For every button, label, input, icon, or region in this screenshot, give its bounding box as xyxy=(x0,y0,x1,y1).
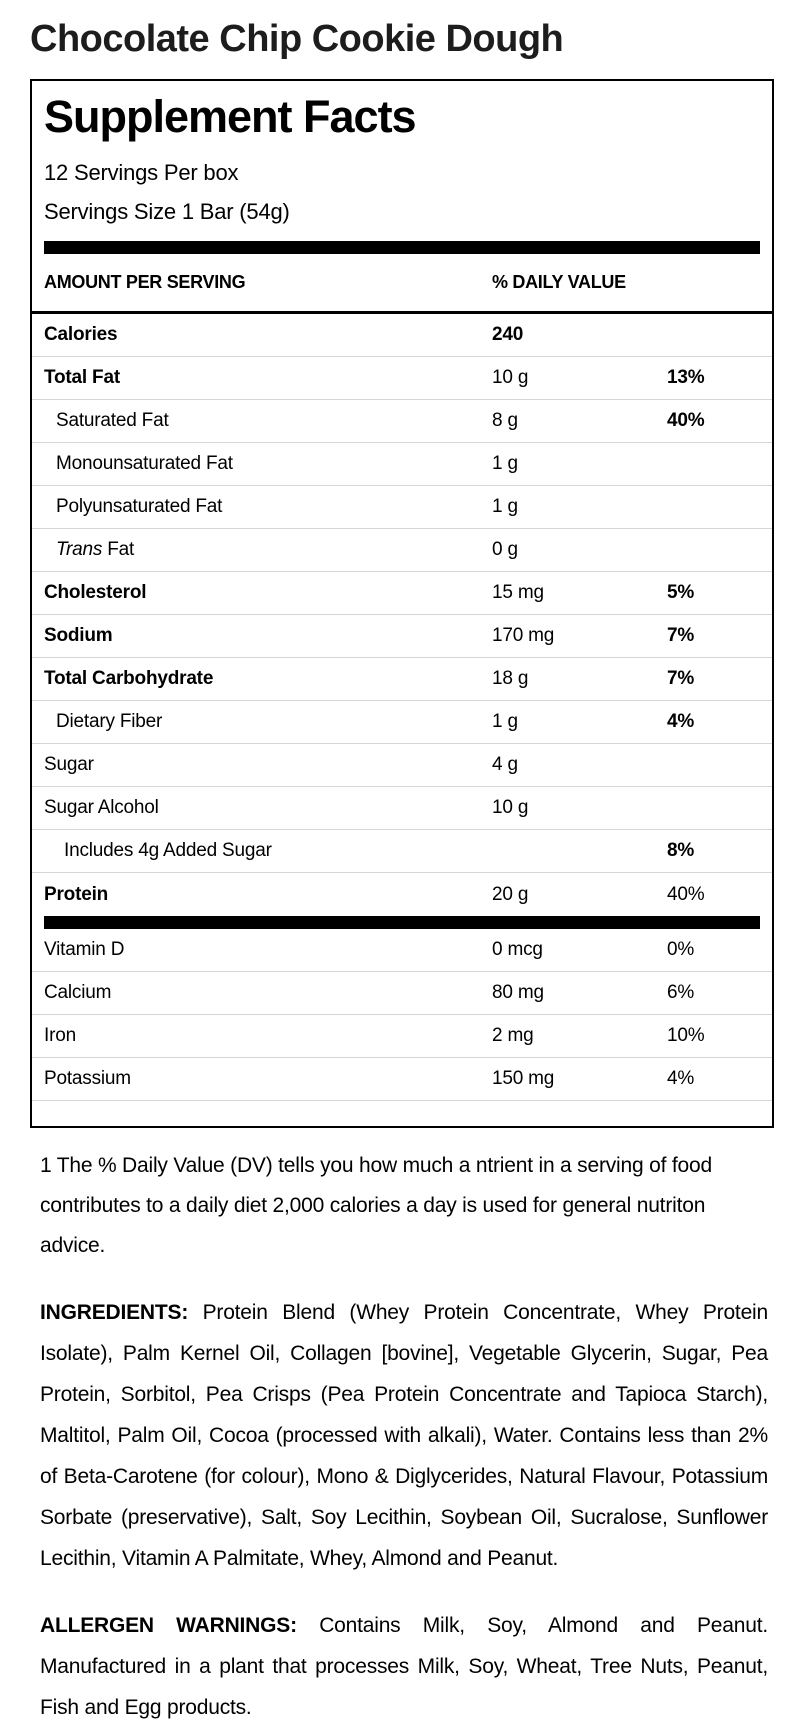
nutrient-amount: 2 mg xyxy=(492,1025,534,1047)
nutrient-amount: 0 g xyxy=(492,539,518,561)
nutrient-row-calcium xyxy=(32,972,772,1015)
nutrient-amount: 15 mg xyxy=(492,582,544,604)
nutrient-row-sugar xyxy=(32,744,772,787)
nutrient-name: Cholesterol xyxy=(44,582,147,604)
nutrient-dv: 40% xyxy=(667,883,705,905)
nutrient-row-iron xyxy=(32,1015,772,1058)
nutrient-dv: 7% xyxy=(667,668,695,690)
page-title: Chocolate Chip Cookie Dough xyxy=(30,18,564,60)
nutrient-row-calories xyxy=(32,314,772,357)
nutrient-row-monounsaturated-fat xyxy=(32,443,772,486)
nutrient-amount: 10 g xyxy=(492,367,529,389)
daily-value-header: % DAILY VALUE xyxy=(492,272,626,293)
nutrient-dv: 5% xyxy=(667,582,695,604)
nutrient-name: Trans Fat xyxy=(56,539,135,561)
nutrient-row-protein xyxy=(32,873,772,916)
nutrient-dv: 4% xyxy=(667,1068,695,1090)
nutrient-amount: 20 g xyxy=(492,883,529,905)
nutrient-row-potassium xyxy=(32,1058,772,1101)
nutrient-row-sugar-alcohol xyxy=(32,787,772,830)
nutrient-name: Calcium xyxy=(44,982,112,1004)
nutrient-name: Potassium xyxy=(44,1068,131,1090)
ingredients-paragraph xyxy=(30,1292,778,1579)
nutrient-dv: 13% xyxy=(667,367,705,389)
nutrient-name: Dietary Fiber xyxy=(56,711,163,733)
servings-per-box: 12 Servings Per box xyxy=(44,160,239,186)
nutrient-name: Total Fat xyxy=(44,367,120,389)
supplement-facts-panel xyxy=(30,79,774,1128)
nutrient-name: Protein xyxy=(44,883,109,905)
nutrient-amount: 1 g xyxy=(492,711,518,733)
nutrient-dv: 0% xyxy=(667,939,695,961)
nutrient-row-sodium xyxy=(32,615,772,658)
nutrient-dv: 40% xyxy=(667,410,705,432)
facts-title: Supplement Facts xyxy=(44,91,416,142)
nutrient-amount: 8 g xyxy=(492,410,518,432)
nutrient-row-dietary-fiber xyxy=(32,701,772,744)
nutrient-name: Calories xyxy=(44,324,118,346)
allergen-text: Contains Milk, Soy, Almond and Peanut. Manufactured in a plant that processes Milk, Soy, Wheat, Tree Nuts, Peanut, Fish and Egg products. xyxy=(40,1614,768,1720)
nutrient-row-total-carbohydrate xyxy=(32,658,772,701)
nutrient-amount: 170 mg xyxy=(492,625,555,647)
allergen-paragraph xyxy=(30,1605,778,1728)
nutrient-row-vitamin-d xyxy=(32,929,772,972)
daily-value-footnote: 1 The % Daily Value (DV) tells you how much a ntrient in a serving of food contributes to a daily diet 2,000 calories a day is used for general nutriton advice. xyxy=(40,1154,712,1258)
nutrient-amount: 240 xyxy=(492,324,524,346)
nutrient-row-total-fat xyxy=(32,357,772,400)
nutrient-amount: 1 g xyxy=(492,453,518,475)
nutrient-row-polyunsaturated-fat xyxy=(32,486,772,529)
ingredients-label: INGREDIENTS: xyxy=(40,1301,189,1325)
nutrient-row-cholesterol xyxy=(32,572,772,615)
nutrient-row-trans-fat xyxy=(32,529,772,572)
trans-italic: Trans xyxy=(56,539,103,561)
nutrient-name: Polyunsaturated Fat xyxy=(56,496,223,518)
nutrient-name: Sugar Alcohol xyxy=(44,797,159,819)
nutrient-name: Sodium xyxy=(44,625,113,647)
nutrient-amount: 0 mcg xyxy=(492,939,543,961)
allergen-label: ALLERGEN WARNINGS: xyxy=(40,1614,297,1638)
amount-per-serving-header: AMOUNT PER SERVING xyxy=(44,272,246,293)
nutrient-row-saturated-fat xyxy=(32,400,772,443)
nutrient-name: Total Carbohydrate xyxy=(44,668,214,690)
nutrient-name: Monounsaturated Fat xyxy=(56,453,233,475)
nutrient-dv: 8% xyxy=(667,840,695,862)
box-bottom-spacer xyxy=(32,1101,772,1126)
nutrient-row-added-sugar xyxy=(32,830,772,873)
nutrient-dv: 6% xyxy=(667,982,695,1004)
ingredients-text: Protein Blend (Whey Protein Concentrate, Whey Protein Isolate), Palm Kernel Oil, Collagen [bovine], Vegetable Glycerin, Sugar, Pea Protein, Sorbitol, Pea Crisps (Pea Protein Concentrate and Tapioca Starch), Maltitol, Palm Oil, Cocoa (processed with alkali), Water. Contains less than 2% of Beta-Carotene (for colour), Mono & Diglycerides, Natural Flavour, Potassium Sorbate (preservative), Salt, Soy Lecithin, Soybean Oil, Sucralose, Sunflower Lecithin, Vitamin A Palmitate, Whey, Almond and Peanut. xyxy=(40,1301,768,1571)
nutrient-name: Iron xyxy=(44,1025,76,1047)
nutrient-amount: 4 g xyxy=(492,754,518,776)
serving-size: Servings Size 1 Bar (54g) xyxy=(44,199,290,225)
nutrient-dv: 4% xyxy=(667,711,695,733)
nutrient-name: Sugar xyxy=(44,754,94,776)
nutrient-dv: 10% xyxy=(667,1025,705,1047)
nutrient-name: Saturated Fat xyxy=(56,410,169,432)
nutrient-amount: 80 mg xyxy=(492,982,544,1004)
thick-divider-middle xyxy=(44,916,760,929)
nutrient-name: Vitamin D xyxy=(44,939,125,961)
table-header xyxy=(32,254,772,314)
nutrient-name: Includes 4g Added Sugar xyxy=(64,840,272,862)
nutrient-amount: 10 g xyxy=(492,797,529,819)
nutrient-amount: 1 g xyxy=(492,496,518,518)
nutrient-amount: 150 mg xyxy=(492,1068,555,1090)
thick-divider-top xyxy=(44,241,760,254)
nutrient-amount: 18 g xyxy=(492,668,529,690)
nutrient-dv: 7% xyxy=(667,625,695,647)
